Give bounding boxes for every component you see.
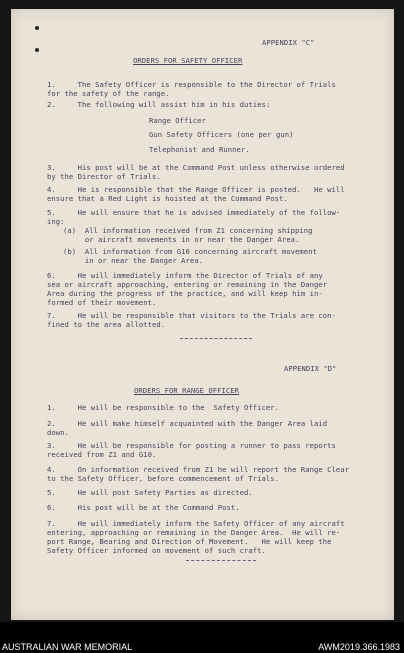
c-para-5b-line-1: (b) All information from G10 concerning aircraft movement <box>63 247 317 256</box>
punch-hole <box>35 48 39 52</box>
section-divider <box>186 560 256 561</box>
section-divider <box>180 338 252 339</box>
c-list-item: Range Officer <box>149 116 206 125</box>
d-para-4-line-2: to the Safety Officer, before commencement of Trials. <box>47 474 279 483</box>
d-para-2-line-1: 2. He will make himself acquainted with the Danger Area laid <box>47 419 328 428</box>
d-para-1: 1. He will be responsible to the Safety Officer. <box>47 403 279 412</box>
c-para-3-line-1: 3. His post will be at the Command Post unless otherwise ordered <box>47 163 345 172</box>
d-para-6: 6. His post will be at the Command Post. <box>47 503 240 512</box>
footer-accession-number: AWM2019.366.1983 <box>318 642 400 652</box>
c-para-6-line-4: formed of their movement. <box>47 298 157 307</box>
c-para-6-line-2: sea or aircraft approaching, entering or remaining in the Danger <box>47 280 328 289</box>
c-para-7-line-2: fined to the area allotted. <box>47 320 166 329</box>
c-para-5a-line-1: (a) All information received from Z1 concerning shipping <box>63 226 313 235</box>
title-safety-officer: ORDERS FOR SAFETY OFFICER <box>133 56 243 65</box>
footer-institution: AUSTRALIAN WAR MEMORIAL <box>2 642 133 652</box>
c-list-item: Telephonist and Runner. <box>149 145 250 154</box>
appendix-d-label: APPENDIX "D" <box>284 364 337 373</box>
c-para-1-line-2: for the safety of the range. <box>47 89 170 98</box>
c-para-5a-line-2: or aircraft movements in or near the Danger Area. <box>63 235 300 244</box>
d-para-7-line-3: port Range, Bearing and Direction of Movement. He will keep the <box>47 537 332 546</box>
c-para-5-line-1: 5. He will ensure that he is advised immediately of the follow- <box>47 208 341 217</box>
d-para-7-line-4: Safety Officer informed on movement of such craft. <box>47 546 266 555</box>
footer-bar <box>0 622 404 653</box>
c-para-6-line-3: Area during the progress of the practice, and will keep him in- <box>47 289 323 298</box>
d-para-5: 5. He will post Safety Parties as directed. <box>47 488 253 497</box>
punch-hole <box>35 26 39 30</box>
appendix-c-label: APPENDIX "C" <box>262 38 315 47</box>
c-para-2: 2. The following will assist him in his duties: <box>47 100 271 109</box>
d-para-7-line-1: 7. He will immediately inform the Safety Officer of any aircraft <box>47 519 345 528</box>
d-para-3-line-1: 3. He will be responsible for posting a runner to pass reports <box>47 441 336 450</box>
c-list-item: Gun Safety Officers (one per gun) <box>149 130 294 139</box>
c-para-6-line-1: 6. He will immediately inform the Director of Trials of any <box>47 271 323 280</box>
d-para-2-line-2: down. <box>47 428 69 437</box>
d-para-3-line-2: received from Z1 and G10. <box>47 450 157 459</box>
c-para-5-line-2: ing: <box>47 217 65 226</box>
c-para-4-line-2: ensure that a Red Light is hoisted at the Command Post. <box>47 194 288 203</box>
c-para-4-line-1: 4. He is responsible that the Range Officer is posted. He will <box>47 185 345 194</box>
c-para-3-line-2: by the Director of Trials. <box>47 172 161 181</box>
title-range-officer: ORDERS FOR RANGE OFFICER <box>134 386 240 395</box>
c-para-7-line-1: 7. He will be responsible that visitors to the Trials are con- <box>47 311 336 320</box>
c-para-1-line-1: 1. The Safety Officer is responsible to the Director of Trials <box>47 80 336 89</box>
d-para-7-line-2: entering, approaching or remaining in the Danger Area. He will re- <box>47 528 341 537</box>
c-para-5b-line-2: in or near the Danger Area. <box>63 256 204 265</box>
d-para-4-line-1: 4. On information received from Z1 he will report the Range Clear <box>47 465 350 474</box>
